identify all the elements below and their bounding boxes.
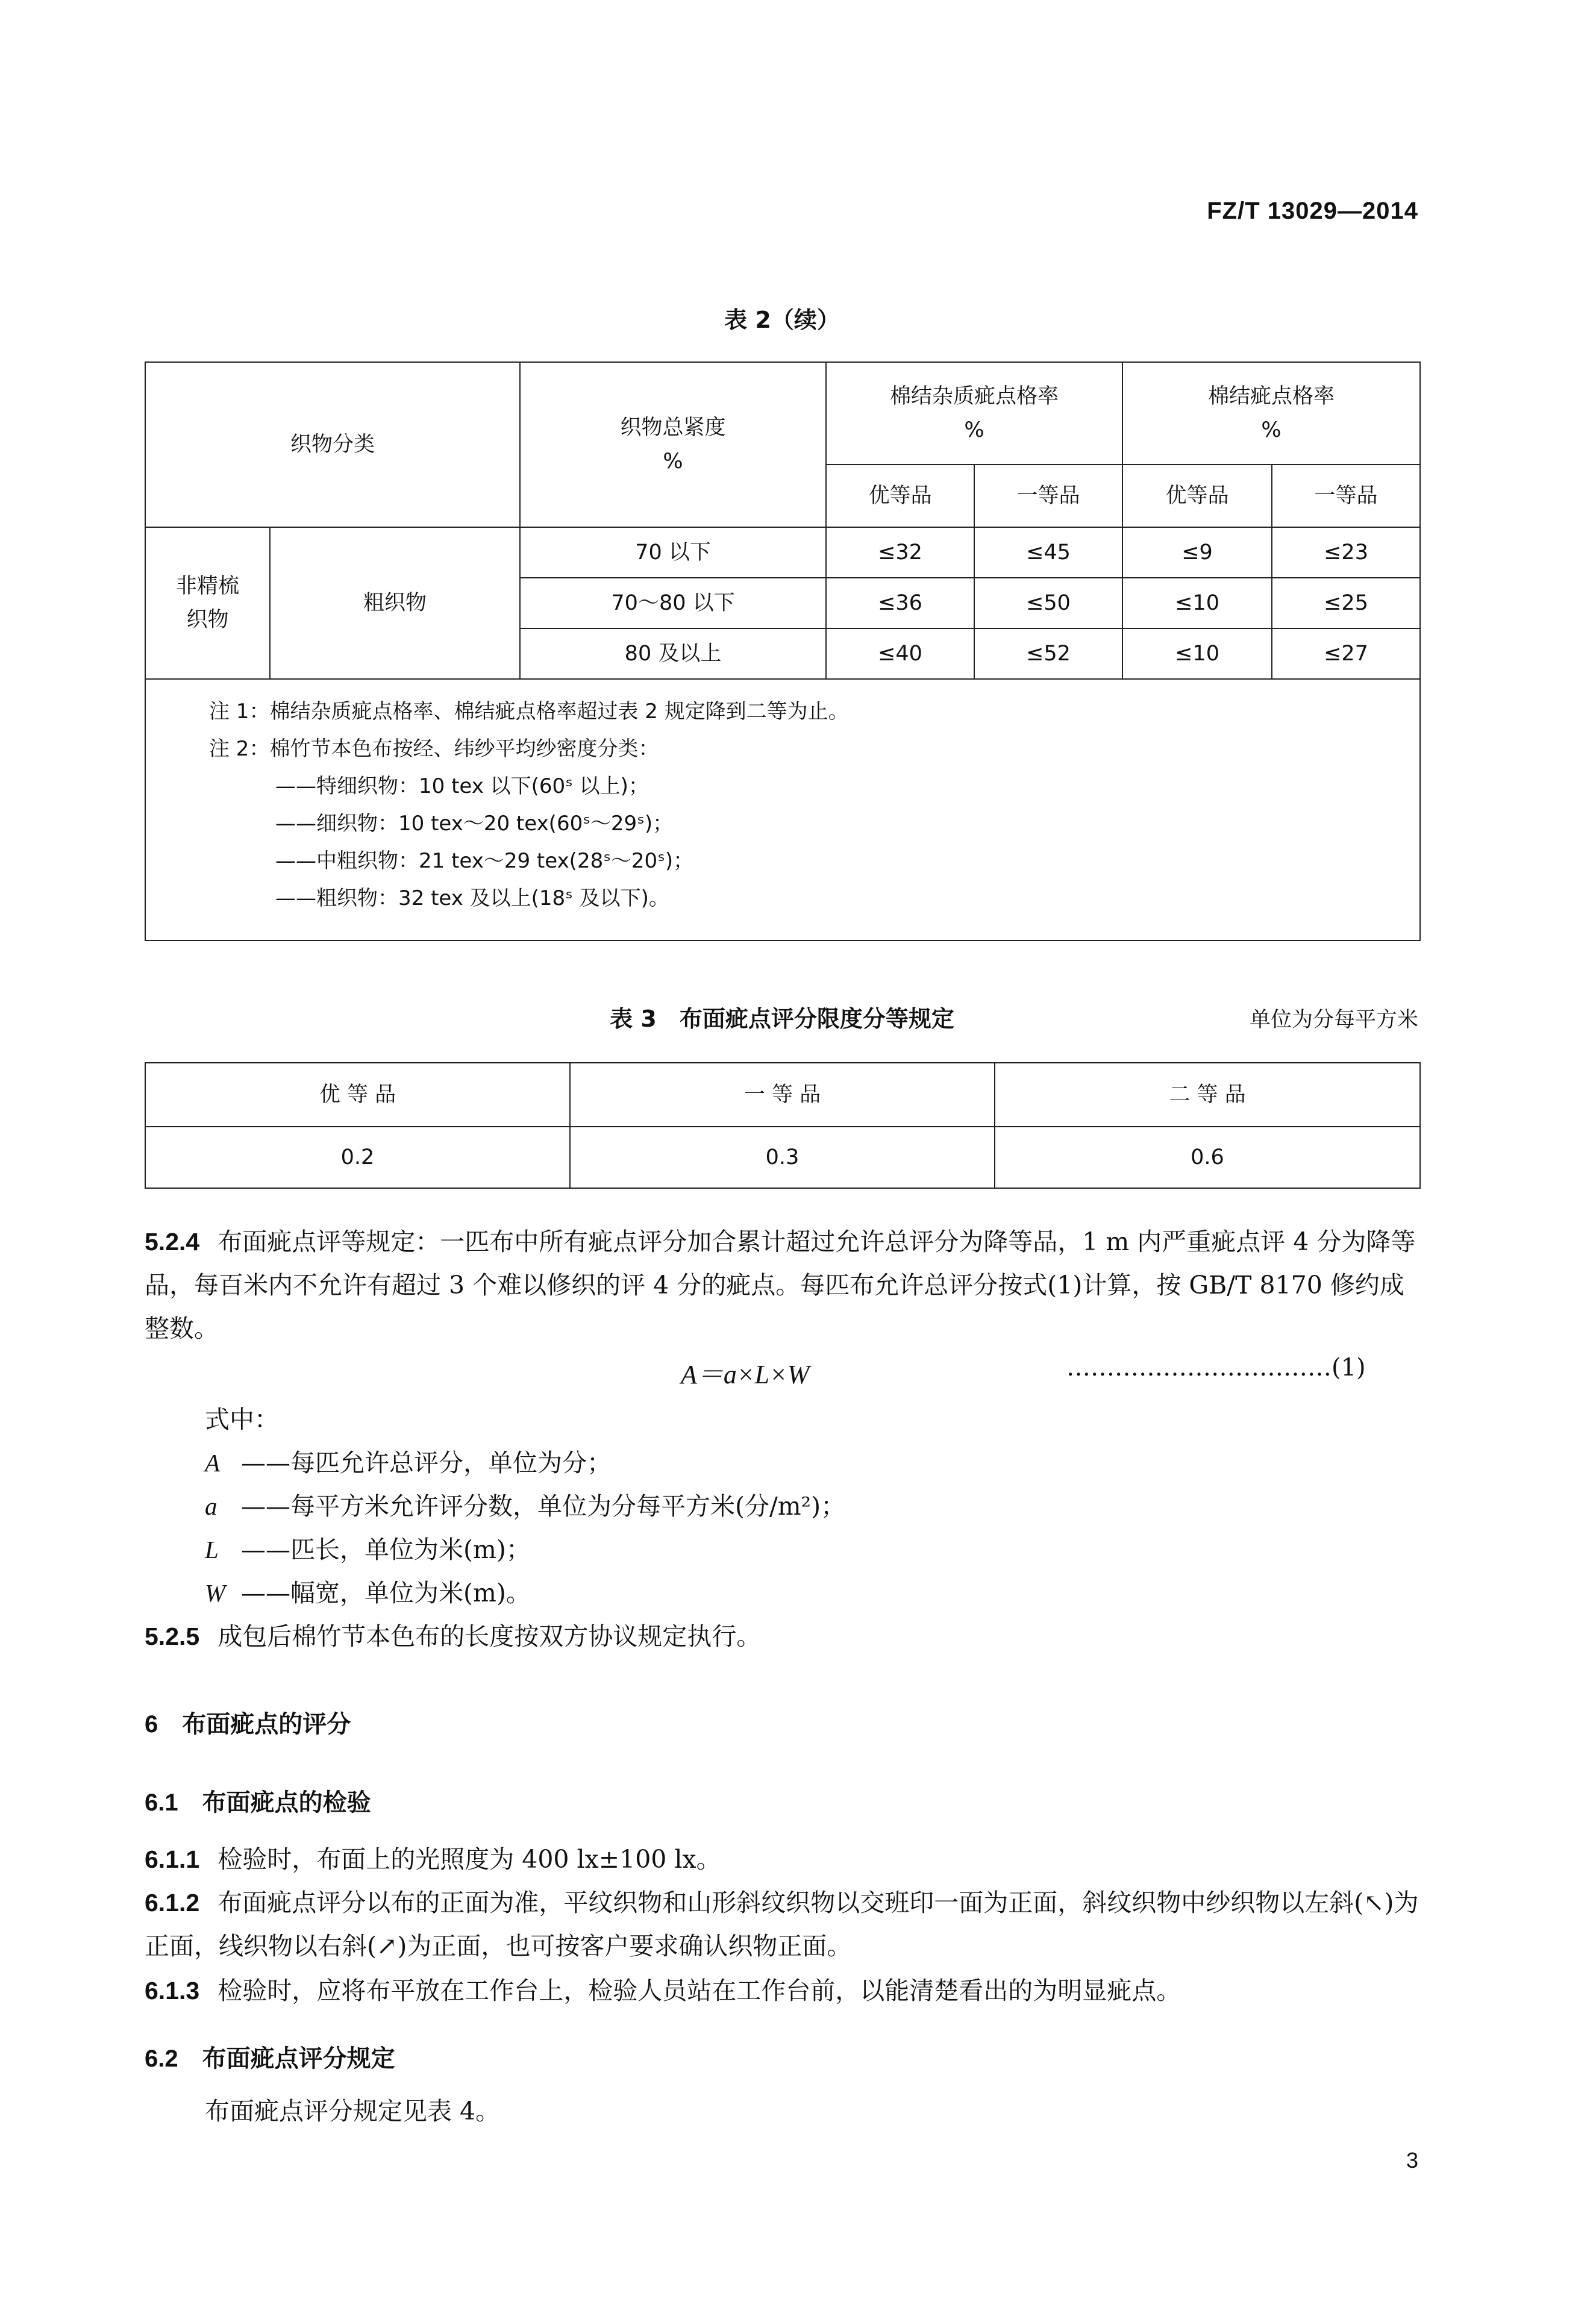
table-cell: 70 以下 xyxy=(520,527,826,578)
section-6-1-1: 6.1.1 检验时，布面上的光照度为 400 lx±100 lx。 xyxy=(145,1845,721,1874)
section-6-1-3: 6.1.3 检验时，应将布平放在工作台上，检验人员站在工作台前，以能清楚看出的为明显疵点。 xyxy=(145,1976,1181,2005)
section-number: 5.2.4 xyxy=(145,1228,200,1256)
note-2: 注 2：棉竹节本色布按经、纬纱平均纱密度分类： xyxy=(209,737,659,761)
table2 xyxy=(145,361,1421,941)
header-impurity-rate: 棉结杂质疵点格率 % xyxy=(826,362,1122,465)
var-a-upper: A ——每匹允许总评分，单位为分； xyxy=(205,1448,612,1477)
table-cell: ≤27 xyxy=(1272,628,1420,679)
group-label: 非精梳 织物 xyxy=(145,527,270,679)
header-imp-first: 一等品 xyxy=(974,465,1122,527)
note-2-item: ——细织物：10 tex～20 tex(60ˢ～29ˢ)； xyxy=(275,812,674,836)
section-6-2-heading: 6.2 布面疵点评分规定 xyxy=(145,2045,395,2073)
table3-caption: 表 3 布面疵点评分限度分等规定 xyxy=(610,1006,954,1032)
table-cell: ≤50 xyxy=(974,578,1122,628)
section-6-1-2: 6.1.2 布面疵点评分以布的正面为准，平纹织物和山形斜纹织物以交班印一面为正面，斜纹织物中纱织物以左斜(↖)为正面，线织物以右斜(↗)为正面，也可按客户要求确认织物正面。 xyxy=(145,1888,1419,1961)
note-1: 注 1：棉结杂质疵点格率、棉结疵点格率超过表 2 规定降到二等为止。 xyxy=(209,699,849,724)
page-number: 3 xyxy=(1406,2148,1418,2173)
header-nep-superior: 优等品 xyxy=(1122,465,1272,527)
section-6-1-heading: 6.1 布面疵点的检验 xyxy=(145,1789,371,1817)
var-w: W ——幅宽，单位为米(m)。 xyxy=(205,1579,531,1607)
where-label: 式中： xyxy=(205,1405,279,1434)
section-5-2-4 xyxy=(145,1220,1419,1350)
table-cell: ≤52 xyxy=(974,628,1122,679)
table-cell: ≤23 xyxy=(1272,527,1420,578)
note-2-item: ——粗织物：32 tex 及以上(18ˢ 及以下)。 xyxy=(275,886,669,910)
table3-unit: 单位为分每平方米 xyxy=(1249,1008,1418,1032)
table-cell: 80 及以上 xyxy=(520,628,826,679)
formula-number: ……………………………(1) xyxy=(1066,1354,1366,1382)
section-6-heading: 6 布面疵点的评分 xyxy=(145,1710,351,1738)
var-l: L ——匹长，单位为米(m)； xyxy=(205,1535,531,1564)
header-tightness: 织物总紧度 % xyxy=(520,362,826,527)
note-2-item: ——特细织物：10 tex 以下(60ˢ 以上)； xyxy=(275,774,649,798)
table-cell: ≤10 xyxy=(1122,578,1272,628)
table-cell: ≤45 xyxy=(974,527,1122,578)
header-category: 织物分类 xyxy=(145,362,520,527)
table-cell: ≤10 xyxy=(1122,628,1272,679)
table3-value-first: 0.3 xyxy=(570,1127,995,1188)
subgroup-label: 粗织物 xyxy=(270,527,520,679)
table-cell: ≤36 xyxy=(826,578,974,628)
table3-value-second: 0.6 xyxy=(995,1127,1420,1188)
table-cell: ≤32 xyxy=(826,527,974,578)
table3-header-first: 一 等 品 xyxy=(570,1063,995,1127)
table-cell: ≤9 xyxy=(1122,527,1272,578)
table-cell: ≤25 xyxy=(1272,578,1420,628)
header-imp-superior: 优等品 xyxy=(826,465,974,527)
table2-caption: 表 2（续） xyxy=(724,307,840,333)
section-text: 布面疵点评等规定：一匹布中所有疵点评分加合累计超过允许总评分为降等品，1 m 内严重疵点评 4 分为降等品，每百米内不允许有超过 3 个难以修织的评 4 分的疵点。每匹布允许总评分按式(1)计算，按 GB/T 8170 修约成整数。 xyxy=(145,1227,1416,1343)
table3-header-superior: 优 等 品 xyxy=(145,1063,570,1127)
table3 xyxy=(145,1062,1421,1189)
table3-header-second: 二 等 品 xyxy=(995,1063,1420,1127)
var-a-lower: a ——每平方米允许评分数，单位为分每平方米(分/m²)； xyxy=(205,1492,846,1521)
note-2-item: ——中粗织物：21 tex～29 tex(28ˢ～20ˢ)； xyxy=(275,849,694,873)
standard-number: FZ/T 13029—2014 xyxy=(1207,198,1418,224)
section-6-2-text: 布面疵点评分规定见表 4。 xyxy=(205,2097,501,2126)
table-cell: 70～80 以下 xyxy=(520,578,826,628)
section-5-2-5: 5.2.5 成包后棉竹节本色布的长度按双方协议规定执行。 xyxy=(145,1622,762,1651)
header-nep-first: 一等品 xyxy=(1272,465,1420,527)
table-cell: ≤40 xyxy=(826,628,974,679)
table3-value-superior: 0.2 xyxy=(145,1127,570,1188)
formula: A＝a×L×W xyxy=(681,1360,810,1389)
header-neps-rate: 棉结疵点格率 % xyxy=(1122,362,1420,465)
table2-notes xyxy=(145,679,1420,940)
